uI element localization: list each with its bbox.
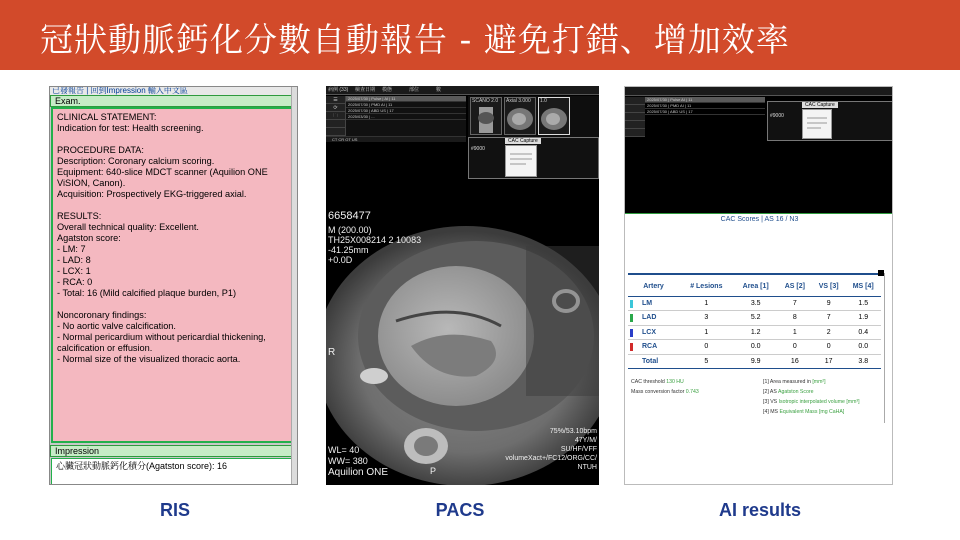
overlay-line: -41.25mm <box>328 245 369 255</box>
footnote-label: Mass conversion factor <box>631 389 686 395</box>
col-header: VS [3] <box>812 277 846 296</box>
artery-label: LCX <box>642 328 656 336</box>
orientation-marker-r: R <box>328 347 336 358</box>
report-line: Equipment: 640-slice MDCT scanner (Aquilion ONE <box>57 167 268 177</box>
footnote-line <box>631 387 699 397</box>
footnote-value: [mm²] <box>812 379 826 385</box>
cell-lesions: 5 <box>679 354 734 369</box>
blank-line <box>57 200 287 211</box>
cac-scores-title: CAC Scores | AS 16 / N3 <box>720 216 799 223</box>
footnote-label: [1] Area measured in <box>763 379 813 385</box>
table-total-row <box>628 354 881 369</box>
title-bar <box>0 0 960 70</box>
study-list-item[interactable]: 2025/07/30 | ABD US | 17 <box>645 109 765 115</box>
cac-capture-popup[interactable] <box>468 137 599 179</box>
cell-area: 9.9 <box>734 354 778 369</box>
window-width: WW= 380 <box>328 456 368 466</box>
ai-footnote-legend <box>763 377 860 417</box>
divider <box>625 213 893 214</box>
overlay-line: +0.0D <box>328 255 353 265</box>
cell-lesions: 3 <box>679 311 734 326</box>
side-tool-button[interactable]: 🗀 <box>326 112 345 120</box>
pacs-series-thumbnails <box>468 96 599 137</box>
cell-ms: 1.5 <box>845 296 881 311</box>
axial-image-icon <box>505 104 535 134</box>
cell-lesions: 1 <box>679 296 734 311</box>
report-line: - No aortic valve calcification. <box>57 321 176 331</box>
overlay-line: 47Y/M/ <box>574 437 597 444</box>
pacs-viewer <box>326 86 599 485</box>
col-header: MS [4] <box>845 277 881 296</box>
cell-as: 1 <box>778 325 812 340</box>
cac-score-card <box>628 273 885 423</box>
pacs-study-list <box>326 96 466 136</box>
cell-lesions: 1 <box>679 325 734 340</box>
report-line: ViSION, Canon). <box>57 178 126 188</box>
footnote-label: [2] AS <box>763 389 778 395</box>
cell-area: 5.2 <box>734 311 778 326</box>
table-row <box>628 296 881 311</box>
pacs-modality-filter[interactable]: CT CR OT US <box>326 136 466 142</box>
side-tool-button[interactable]: ☰ <box>326 96 345 104</box>
orientation-marker-p: P <box>430 466 437 476</box>
col-header: # Lesions <box>679 277 734 296</box>
thumb-label: Axial 3.000 <box>506 98 531 104</box>
col-header: AS [2] <box>778 277 812 296</box>
footnote-line <box>763 377 860 387</box>
cell-as: 16 <box>778 354 812 369</box>
footnote-line <box>631 377 699 387</box>
footnote-value: 130 HU <box>666 379 684 385</box>
pacs-side-toolbar <box>326 96 346 136</box>
report-page-icon <box>803 110 831 138</box>
footnote-value: Equivalent Mass [mg CaHA] <box>779 409 845 415</box>
cell-vs: 9 <box>812 296 846 311</box>
ris-window <box>49 86 298 485</box>
footnote-label: [3] VS <box>763 399 779 405</box>
report-line: Noncoronary findings: <box>57 310 147 320</box>
cell-area: 1.2 <box>734 325 778 340</box>
study-list-item[interactable]: 2025/07/30 | PMD AI | 11 <box>326 102 466 108</box>
artery-cell <box>628 296 679 311</box>
pacs-tab[interactable]: 檢查日期 <box>355 87 376 93</box>
report-line: CLINICAL STATEMENT: <box>57 112 157 122</box>
report-line: - LAD: 8 <box>57 255 91 265</box>
axial-image-icon <box>539 104 569 134</box>
cac-score-table <box>628 277 881 369</box>
window-level: WL= 40 <box>328 445 360 455</box>
cell-ms: 0.0 <box>845 340 881 355</box>
report-line: - LM: 7 <box>57 244 86 254</box>
overlay-line: TH25X008214 2 10083 <box>328 235 422 245</box>
cell-vs: 17 <box>812 354 846 369</box>
exam-header: Exam. <box>50 95 293 107</box>
artery-label: LAD <box>642 314 657 322</box>
study-list-item[interactable]: 2025/07/30 | PMD AI | 11 <box>645 103 765 109</box>
report-line: - LCX: 1 <box>57 266 91 276</box>
slide-title: 冠狀動脈鈣化分數自動報告 - 避免打錯、增加效率 <box>40 20 790 59</box>
artery-cell <box>628 354 679 369</box>
blank-line <box>57 299 287 310</box>
artery-color-marker <box>630 343 633 351</box>
report-line: - Normal size of the visualized thoracic aorta. <box>57 354 241 364</box>
artery-label: Total <box>642 357 659 365</box>
impression-header: Impression <box>50 445 293 457</box>
study-list-item[interactable]: 2025/07/30 | ABD US | 17 <box>326 108 466 114</box>
ai-study-list <box>645 97 765 137</box>
cell-ms: 0.4 <box>845 325 881 340</box>
report-line: RESULTS: <box>57 211 102 221</box>
artery-color-marker <box>630 300 633 308</box>
popup-number: #9000 <box>471 146 485 152</box>
divider <box>628 273 881 275</box>
cac-report-thumbnail[interactable] <box>505 145 537 177</box>
ai-results-window <box>624 86 893 485</box>
side-tool-button[interactable] <box>326 120 345 128</box>
col-header: Area [1] <box>734 277 778 296</box>
pacs-tab[interactable]: 部位 <box>409 87 420 93</box>
patient-id: 6658477 <box>328 210 371 222</box>
study-list-item[interactable]: 2025/07/30 | Pulse AI | 11 <box>645 97 765 103</box>
footnote-value: 0.743 <box>685 389 699 395</box>
footnote-value: Agatston Score <box>778 389 814 395</box>
ai-cac-capture-popup[interactable] <box>767 101 893 141</box>
caption-pacs: PACS <box>435 500 485 520</box>
footnote-line <box>763 387 860 397</box>
artery-cell <box>628 340 679 355</box>
artery-cell <box>628 311 679 326</box>
overlay-line: SU/HF/VFF <box>560 446 597 453</box>
popup-title: CAC Capture <box>802 102 838 108</box>
study-list-item[interactable]: 2025/07/30 | Pulse | AI | 11 <box>326 96 466 102</box>
thumb-label: SCANO 2.0 <box>472 98 499 104</box>
overlay-line: NTUH <box>577 464 597 471</box>
side-tool-button[interactable]: ⟳ <box>326 104 345 112</box>
series-thumbnail[interactable] <box>504 97 536 135</box>
pacs-tab[interactable]: 病例 (33) <box>328 87 349 93</box>
col-header: Artery <box>628 277 679 296</box>
overlay-line: volumeXact+/FC12/ORG/CC/ <box>505 455 597 462</box>
report-line: Agatston score: <box>57 233 121 243</box>
report-line: calcification or effusion. <box>57 343 153 353</box>
report-line: Overall technical quality: Excellent. <box>57 222 199 232</box>
artery-label: LM <box>642 299 653 307</box>
table-header-row <box>628 277 881 296</box>
caption-ris: RIS <box>159 500 190 520</box>
ai-side-toolbar <box>625 97 645 137</box>
ai-tab-bar <box>625 87 893 96</box>
cell-as: 8 <box>778 311 812 326</box>
series-thumbnail[interactable] <box>470 97 502 135</box>
report-line: Acquisition: Prospectively EKG-triggered axial. <box>57 189 247 199</box>
footnote-line <box>763 407 860 417</box>
cell-ms: 1.9 <box>845 311 881 326</box>
footnote-label: [4] MS <box>763 409 780 415</box>
popup-number: #9000 <box>770 113 784 119</box>
report-line: - Normal pericardium without pericardial thickening, <box>57 332 266 342</box>
pacs-tab[interactable]: 模態 <box>382 87 393 93</box>
impression-textarea[interactable]: 心臟冠狀動脈鈣化積分(Agatston score): 16 <box>51 458 293 485</box>
table-row <box>628 325 881 340</box>
table-row <box>628 311 881 326</box>
cell-vs: 7 <box>812 311 846 326</box>
scanner-name: Aquilion ONE <box>328 467 389 478</box>
popup-title: CAC Capture <box>505 138 541 144</box>
ai-footnote-params <box>631 377 699 397</box>
resize-handle[interactable] <box>878 270 884 276</box>
artery-label: RCA <box>642 343 658 351</box>
cell-vs: 2 <box>812 325 846 340</box>
thumb-label: 1.0 <box>540 98 547 104</box>
cell-lesions: 0 <box>679 340 734 355</box>
report-line: Description: Coronary calcium scoring. <box>57 156 215 166</box>
cell-as: 7 <box>778 296 812 311</box>
exam-report-textarea[interactable] <box>51 107 293 443</box>
study-list-item[interactable]: 2025/03/30 | ... <box>326 114 466 120</box>
series-thumbnail[interactable] <box>538 97 570 135</box>
report-line: - RCA: 0 <box>57 277 93 287</box>
pacs-tab-bar <box>326 86 599 95</box>
overlay-line: M (200.00) <box>328 225 372 235</box>
overlay-line: 75%/53.10bpm <box>549 428 597 435</box>
cell-area: 3.5 <box>734 296 778 311</box>
report-line: PROCEDURE DATA: <box>57 145 144 155</box>
ai-viewer-header <box>625 87 893 213</box>
pacs-tab[interactable]: 數 <box>436 87 442 93</box>
ris-top-strip[interactable]: 已發報告 | 回到Impression 輸入中文區 <box>50 87 293 95</box>
artery-cell <box>628 325 679 340</box>
report-page-icon <box>506 146 536 176</box>
artery-color-marker <box>630 314 633 322</box>
report-line: Indication for test: Health screening. <box>57 123 204 133</box>
footnote-value: Isotropic interpolated volume [mm³] <box>778 399 860 405</box>
ris-scrollbar[interactable] <box>291 87 297 485</box>
blank-line <box>57 134 287 145</box>
cac-report-thumbnail[interactable] <box>802 109 832 139</box>
caption-ai-results: AI results <box>718 500 802 520</box>
scout-image-icon <box>471 104 501 134</box>
footnote-label: CAC threshold <box>631 379 667 385</box>
cell-vs: 0 <box>812 340 846 355</box>
table-row <box>628 340 881 355</box>
artery-color-marker <box>630 329 633 337</box>
cell-as: 0 <box>778 340 812 355</box>
side-tool-button[interactable] <box>326 128 345 136</box>
footnote-line <box>763 397 860 407</box>
report-line: - Total: 16 (Mild calcified plaque burden, P1) <box>57 288 237 298</box>
cell-area: 0.0 <box>734 340 778 355</box>
cell-ms: 3.8 <box>845 354 881 369</box>
